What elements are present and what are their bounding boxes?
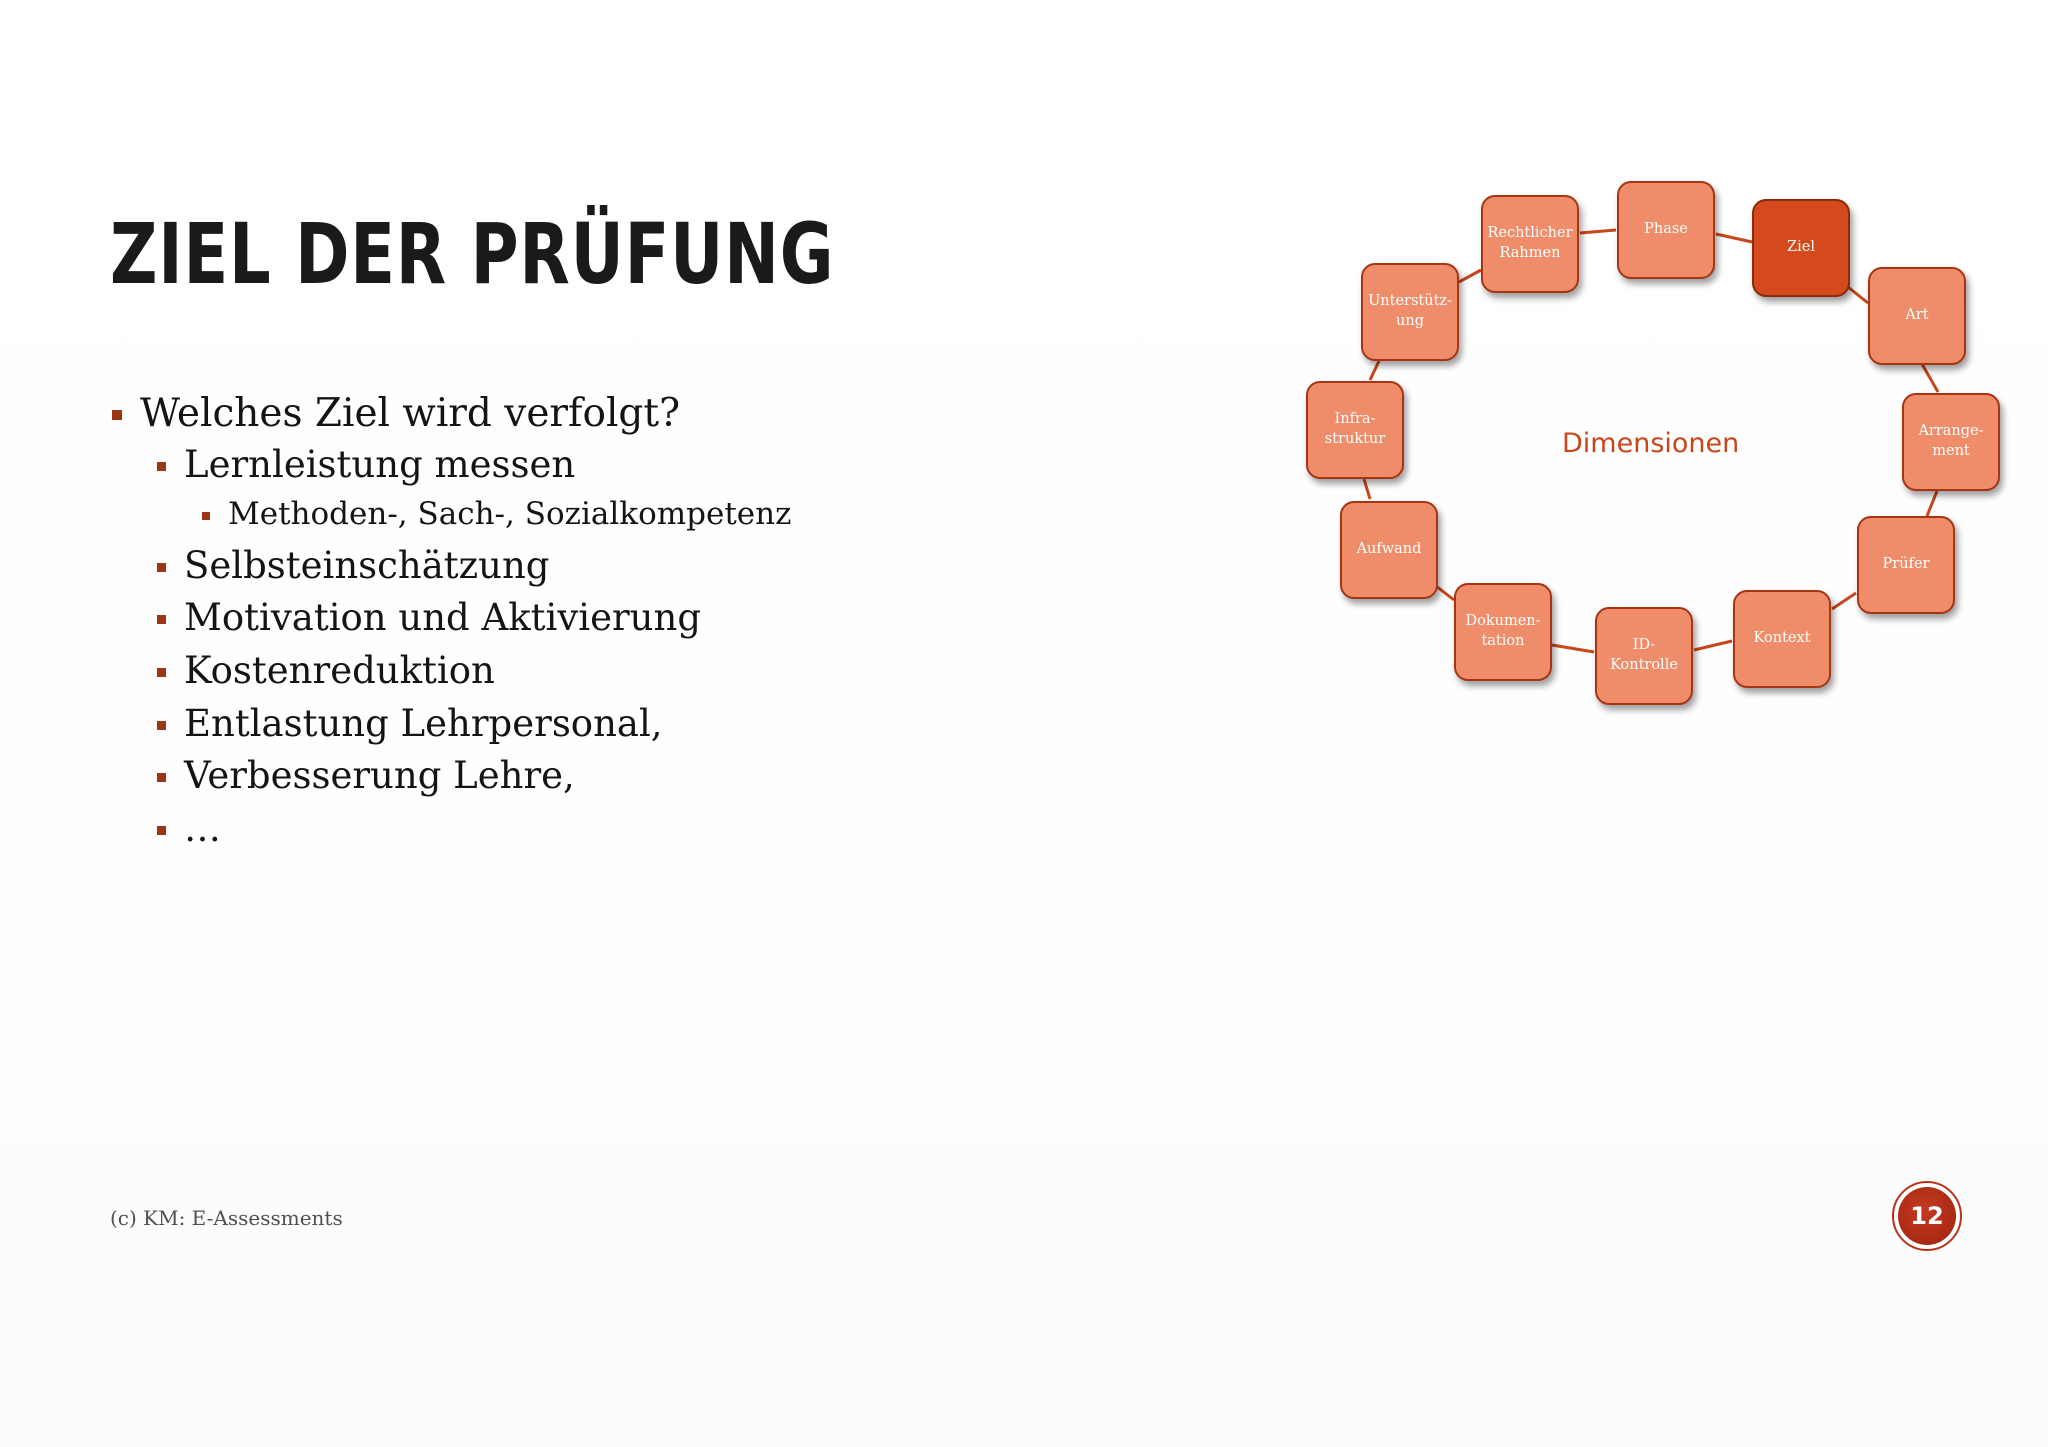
bullet-text: Kostenreduktion bbox=[184, 649, 495, 692]
connector-line bbox=[1552, 645, 1594, 652]
slide-title: ZIEL DER PRÜFUNG bbox=[110, 205, 835, 303]
dimension-node-active: Ziel bbox=[1752, 199, 1850, 297]
dimension-node: Arrange- ment bbox=[1902, 393, 2000, 491]
footer-text: (c) KM: E-Assessments bbox=[110, 1206, 343, 1230]
bullet-marker bbox=[112, 410, 122, 420]
connector-line bbox=[1370, 361, 1379, 380]
slide-number: 12 bbox=[1898, 1187, 1956, 1245]
connector-line bbox=[1436, 586, 1454, 600]
bullet-text: Verbesserung Lehre, bbox=[184, 754, 575, 797]
bullet-marker bbox=[202, 512, 210, 520]
bullet-item bbox=[184, 443, 576, 486]
dimension-node: Aufwand bbox=[1340, 501, 1438, 599]
bullet-item bbox=[228, 496, 792, 532]
bullet-marker bbox=[157, 462, 166, 471]
connector-line bbox=[1694, 641, 1732, 650]
bullet-text: Lernleistung messen bbox=[184, 443, 576, 486]
bullet-item bbox=[184, 702, 663, 745]
slide-number-badge bbox=[1892, 1181, 1962, 1251]
bullet-marker bbox=[157, 563, 166, 572]
dimension-node: Unterstütz- ung bbox=[1361, 263, 1459, 361]
bullet-item bbox=[184, 596, 702, 639]
connector-line bbox=[1580, 230, 1616, 233]
dimension-node: Art bbox=[1868, 267, 1966, 365]
connector-line bbox=[1716, 234, 1752, 242]
bullet-marker bbox=[157, 721, 166, 730]
dimension-node: Rechtlicher Rahmen bbox=[1481, 195, 1579, 293]
connector-line bbox=[1922, 364, 1938, 392]
bullet-item bbox=[184, 754, 575, 797]
dimension-node: Phase bbox=[1617, 181, 1715, 279]
connector-line bbox=[1832, 593, 1856, 609]
dimension-node: Kontext bbox=[1733, 590, 1831, 688]
bullet-item bbox=[184, 807, 221, 850]
bullet-marker bbox=[157, 668, 166, 677]
connector-line bbox=[1364, 479, 1370, 499]
bullet-text: Entlastung Lehrpersonal, bbox=[184, 702, 663, 745]
bullet-text: Motivation und Aktivierung bbox=[184, 596, 702, 639]
dimension-node: Dokumen- tation bbox=[1454, 583, 1552, 681]
bullet-item bbox=[140, 391, 680, 436]
bullet-marker bbox=[157, 773, 166, 782]
dimension-node: Prüfer bbox=[1857, 516, 1955, 614]
connector-line bbox=[1848, 287, 1868, 303]
diagram-center-label: Dimensionen bbox=[1562, 428, 1740, 459]
dimension-node: ID- Kontrolle bbox=[1595, 607, 1693, 705]
bullet-text: Selbsteinschätzung bbox=[184, 544, 550, 587]
bullet-marker bbox=[157, 826, 166, 835]
bullet-marker bbox=[157, 615, 166, 624]
bullet-item bbox=[184, 544, 550, 587]
bullet-text: … bbox=[184, 807, 221, 850]
bullet-item bbox=[184, 649, 495, 692]
bullet-text: Methoden-, Sach-, Sozialkompetenz bbox=[228, 496, 792, 532]
connector-line bbox=[1927, 491, 1937, 516]
connector-line bbox=[1459, 270, 1481, 282]
bullet-text: Welches Ziel wird verfolgt? bbox=[140, 391, 680, 436]
dimension-node: Infra- struktur bbox=[1306, 381, 1404, 479]
